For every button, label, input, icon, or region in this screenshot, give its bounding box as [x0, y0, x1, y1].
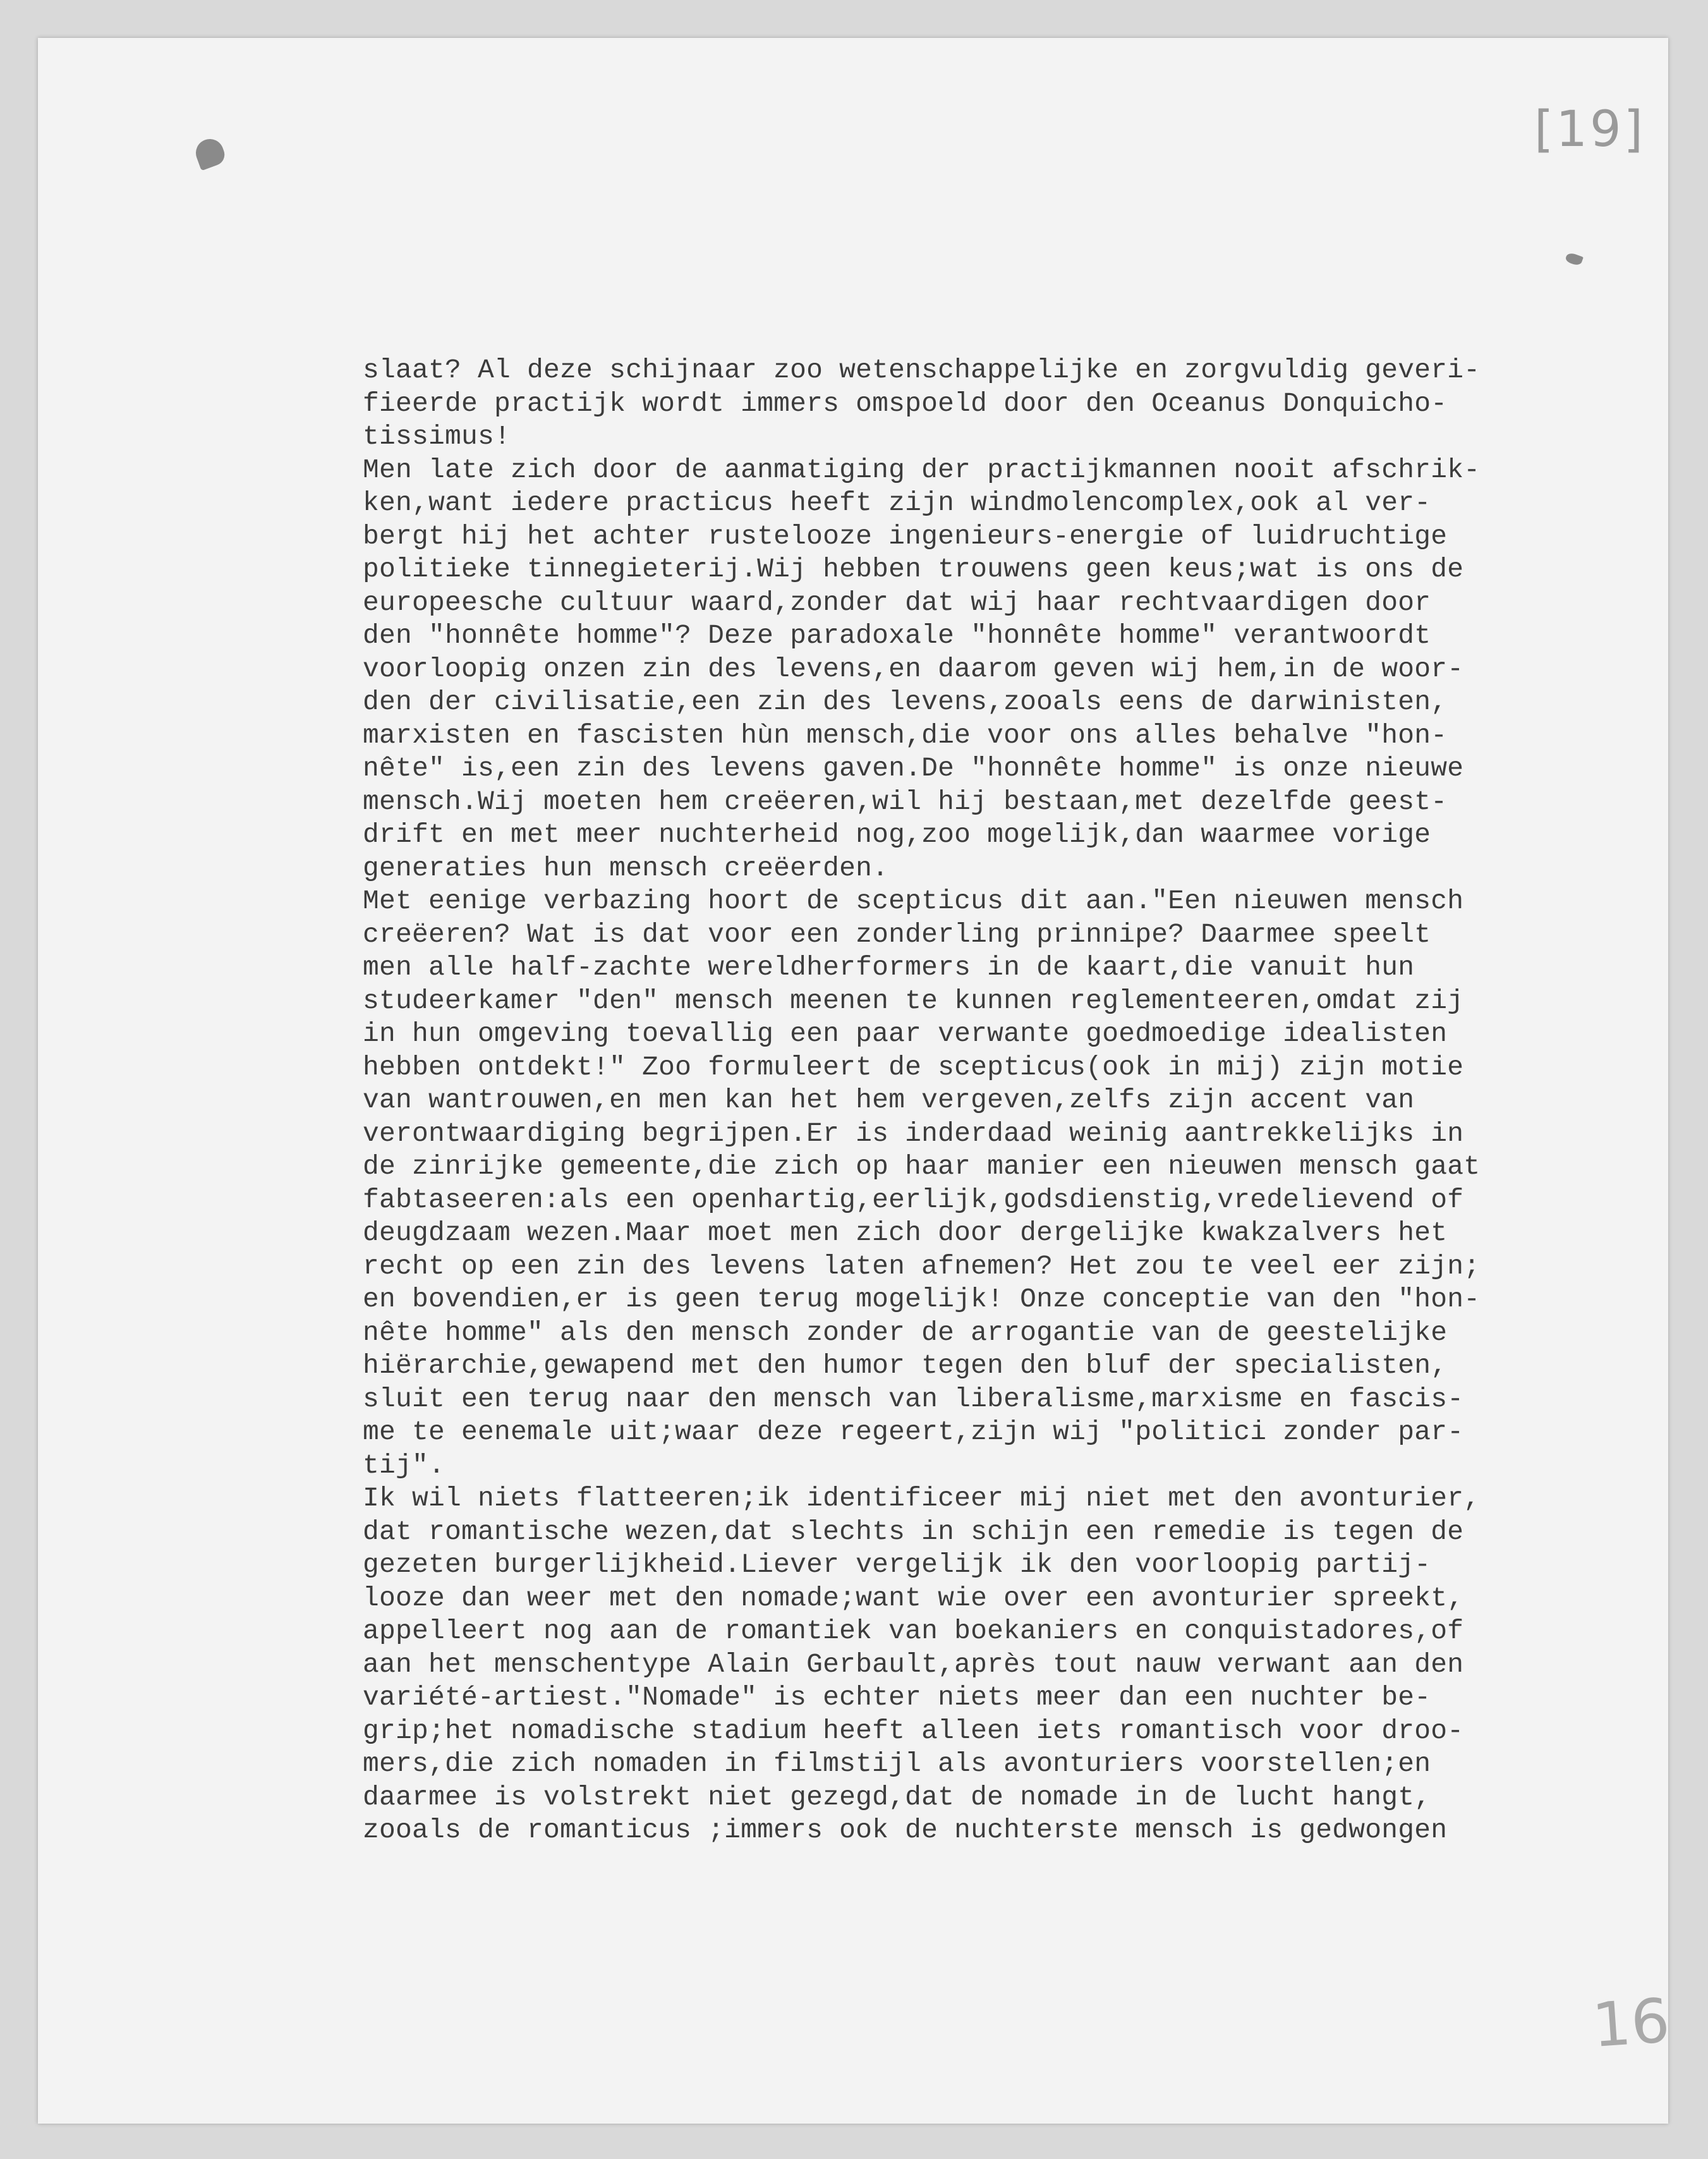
pencil-page-number: 16: [1590, 1985, 1672, 2062]
text-line: marxisten en fascisten hùn mensch,die voor ons alles behalve "hon-: [363, 719, 1448, 751]
text-line: den der civilisatie,een zin des levens,zooals eens de darwinisten,: [363, 686, 1448, 717]
text-line: generaties hun mensch creëerden.: [363, 852, 889, 884]
text-line: deugdzaam wezen.Maar moet men zich door dergelijke kwakzalvers het: [363, 1217, 1448, 1248]
text-line: fabtaseeren:als een openhartig,eerlijk,godsdienstig,vredelievend of: [363, 1184, 1464, 1215]
text-line: europeesche cultuur waard,zonder dat wij haar rechtvaardigen door: [363, 587, 1431, 618]
archive-reference-mark: [19]: [1534, 101, 1646, 158]
text-line: politieke tinnegieterij.Wij hebben trouwens geen keus;wat is ons de: [363, 554, 1464, 585]
text-line: men alle half-zachte wereldherformers in de kaart,die vanuit hun: [363, 952, 1415, 983]
text-line: van wantrouwen,en men kan het hem vergeven,zelfs zijn accent van: [363, 1085, 1415, 1116]
text-line: slaat? Al deze schijnaar zoo wetenschappelijke en zorgvuldig geveri-: [363, 355, 1481, 386]
text-line: fieerde practijk wordt immers omspoeld door den Oceanus Donquicho-: [363, 387, 1448, 419]
text-line: drift en met meer nuchterheid nog,zoo mogelijk,dan waarmee vorige: [363, 819, 1431, 850]
text-line: daarmee is volstrekt niet gezegd,dat de nomade in de lucht hangt,: [363, 1781, 1431, 1813]
text-line: zooals de romanticus ;immers ook de nuchterste mensch is gedwongen: [363, 1815, 1448, 1846]
text-line: hebben ontdekt!" Zoo formuleert de scepticus(ook in mij) zijn motie: [363, 1051, 1464, 1083]
text-line: looze dan weer met den nomade;want wie over een avonturier spreekt,: [363, 1582, 1464, 1614]
punch-hole-mark-left: [192, 135, 227, 171]
text-line: aan het menschentype Alain Gerbault,après tout nauw verwant aan den: [363, 1648, 1464, 1680]
text-line: en bovendien,er is geen terug mogelijk! Onze conceptie van den "hon-: [363, 1284, 1481, 1315]
text-line: dat romantische wezen,dat slechts in schijn een remedie is tegen de: [363, 1516, 1464, 1547]
text-line: de zinrijke gemeente,die zich op haar manier een nieuwen mensch gaat: [363, 1151, 1481, 1182]
text-line: mers,die zich nomaden in filmstijl als avonturiers voorstellen;en: [363, 1748, 1431, 1779]
text-line: grip;het nomadische stadium heeft alleen iets romantisch voor droo-: [363, 1715, 1464, 1746]
text-line: mensch.Wij moeten hem creëeren,wil hij bestaan,met dezelfde geest-: [363, 786, 1448, 817]
text-line: gezeten burgerlijkheid.Liever vergelijk ik den voorloopig partij-: [363, 1549, 1431, 1580]
text-line: creëeren? Wat is dat voor een zonderling prinnipe? Daarmee speelt: [363, 918, 1431, 950]
text-line: bergt hij het achter rustelooze ingenieurs-energie of luidruchtige: [363, 520, 1448, 552]
text-line: Men late zich door de aanmatiging der practijkmannen nooit afschrik-: [363, 454, 1481, 485]
text-line: appelleert nog aan de romantiek van boekaniers en conquistadores,of: [363, 1615, 1464, 1646]
text-line: den "honnête homme"? Deze paradoxale "honnête homme" verantwoordt: [363, 620, 1431, 651]
text-line: sluit een terug naar den mensch van liberalisme,marxisme en fascis-: [363, 1383, 1464, 1414]
typewritten-text-body: [363, 354, 1683, 1847]
text-line: tissimus!: [363, 421, 511, 452]
text-line: tij".: [363, 1449, 445, 1481]
text-line: studeerkamer "den" mensch meenen te kunnen reglementeeren,omdat zij: [363, 985, 1464, 1016]
text-line: Ik wil niets flatteeren;ik identificeer mij niet met den avonturier,: [363, 1483, 1481, 1514]
text-line: hiërarchie,gewapend met den humor tegen den bluf der specialisten,: [363, 1350, 1448, 1381]
text-line: recht op een zin des levens laten afnemen? Het zou te veel eer zijn;: [363, 1250, 1481, 1282]
text-line: voorloopig onzen zin des levens,en daarom geven wij hem,in de woor-: [363, 653, 1464, 684]
text-line: nête" is,een zin des levens gaven.De "honnête homme" is onze nieuwe: [363, 753, 1464, 784]
text-line: Met eenige verbazing hoort de scepticus dit aan."Een nieuwen mensch: [363, 885, 1464, 916]
text-line: ken,want iedere practicus heeft zijn windmolencomplex,ook al ver-: [363, 487, 1431, 518]
text-line: me te eenemale uit;waar deze regeert,zijn wij "politici zonder par-: [363, 1416, 1464, 1447]
punch-hole-mark-right: [1565, 252, 1584, 267]
text-line: variété-artiest."Nomade" is echter niets meer dan een nuchter be-: [363, 1682, 1431, 1713]
text-line: verontwaardiging begrijpen.Er is inderdaad weinig aantrekkelijks in: [363, 1117, 1464, 1149]
text-line: in hun omgeving toevallig een paar verwante goedmoedige idealisten: [363, 1018, 1448, 1049]
text-line: nête homme" als den mensch zonder de arrogantie van de geestelijke: [363, 1317, 1448, 1348]
